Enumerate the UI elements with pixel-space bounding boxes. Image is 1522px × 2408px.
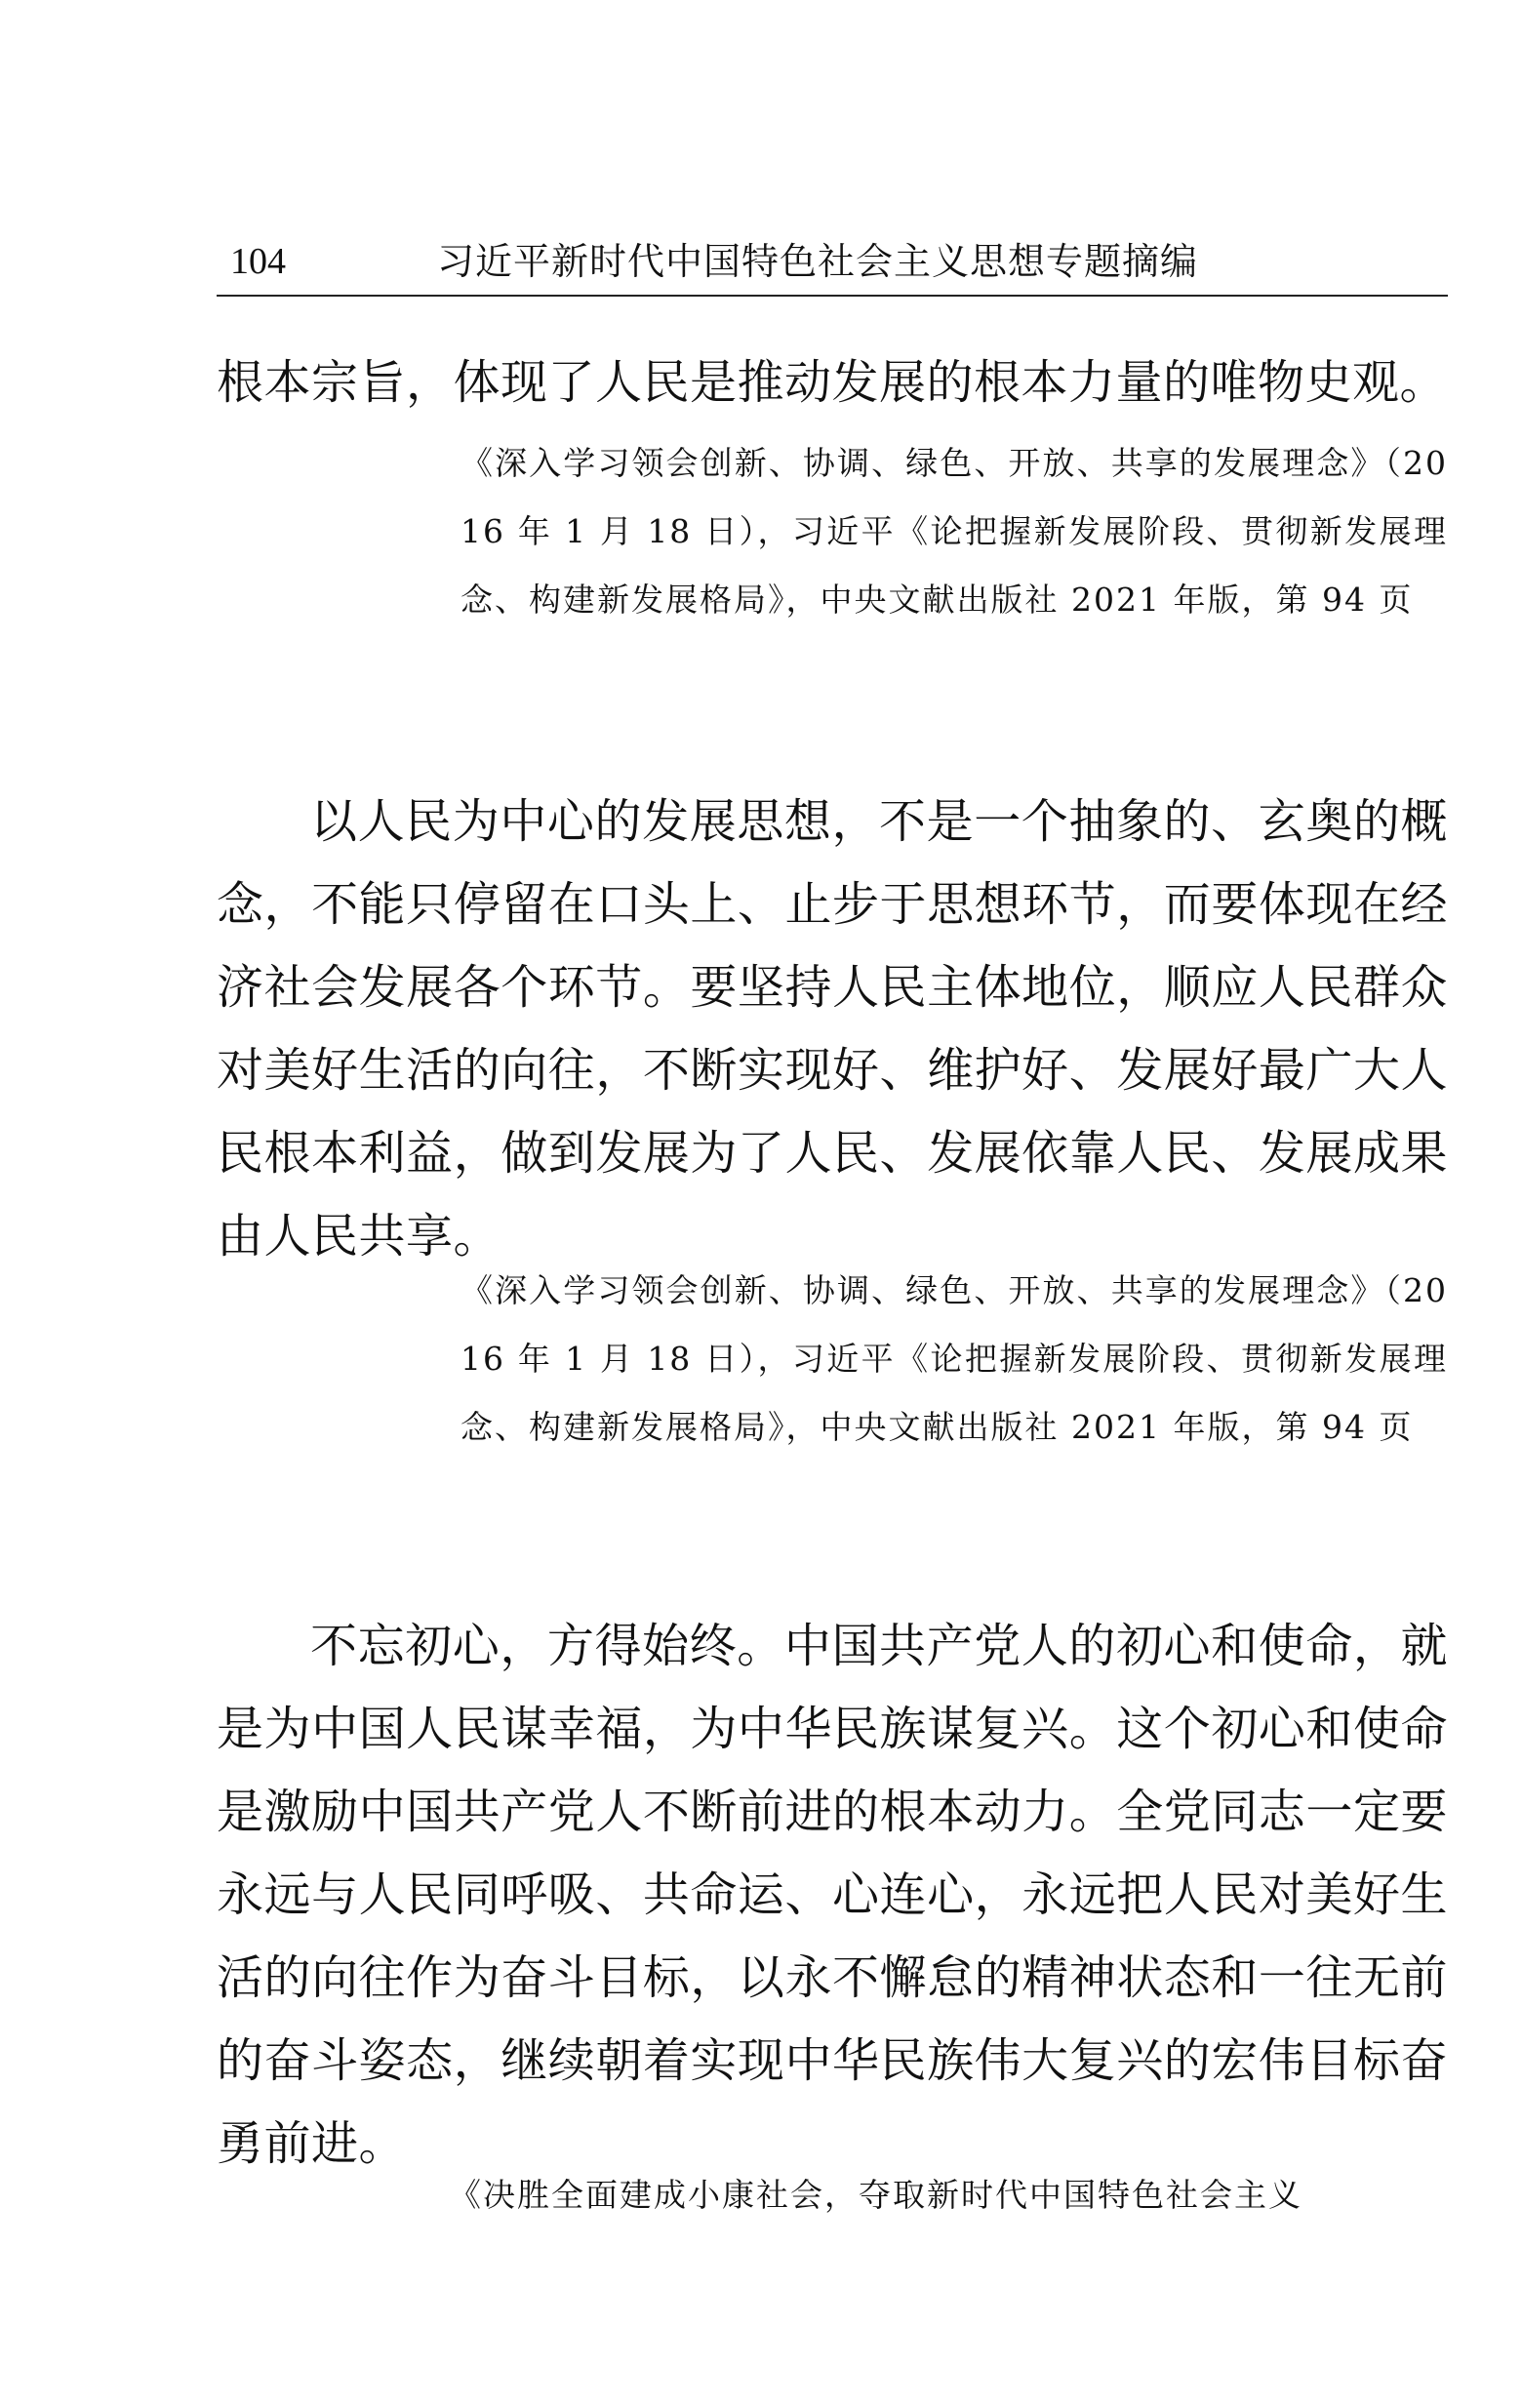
header-rule xyxy=(217,295,1448,297)
citation-1: 《深入学习领会创新、协调、绿色、开放、共享的发展理念》（2016 年 1 月 18 日），习近平《论把握新发展阶段、贯彻新发展理念、构建新发展格局》，中央文献出版社 2021 年版，第 94 页 xyxy=(461,444,1448,619)
paragraph-continued: 根本宗旨，体现了人民是推动发展的根本力量的唯物史观。 xyxy=(217,355,1448,410)
paragraph-people-centered: 以人民为中心的发展思想，不是一个抽象的、玄奥的概念，不能只停留在口头上、止步于思想环节，而要体现在经济社会发展各个环节。要坚持人民主体地位，顺应人民群众对美好生活的向往，不断实现好、维护好、发展好最广大人民根本利益，做到发展为了人民、发展依靠人民、发展成果由人民共享。 xyxy=(217,794,1448,1264)
page-number: 104 xyxy=(230,241,286,282)
running-title: 习近平新时代中国特色社会主义思想专题摘编 xyxy=(437,240,1199,283)
paragraph-original-aspiration: 不忘初心，方得始终。中国共产党人的初心和使命，就是为中国人民谋幸福，为中华民族谋复兴。这个初心和使命是激励中国共产党人不断前进的根本动力。全党同志一定要永远与人民同呼吸、共命运、心连心，永远把人民对美好生活的向往作为奋斗目标，以永不懈怠的精神状态和一往无前的奋斗姿态，继续朝着实现中华民族伟大复兴的宏伟目标奋勇前进。 xyxy=(217,1619,1448,2171)
citation-3: 《决胜全面建成小康社会，夺取新时代中国特色社会主义 xyxy=(449,2176,1302,2214)
citation-2: 《深入学习领会创新、协调、绿色、开放、共享的发展理念》（2016 年 1 月 18 日），习近平《论把握新发展阶段、贯彻新发展理念、构建新发展格局》，中央文献出版社 2021 年版，第 94 页 xyxy=(461,1271,1448,1446)
page-header xyxy=(217,232,1448,297)
